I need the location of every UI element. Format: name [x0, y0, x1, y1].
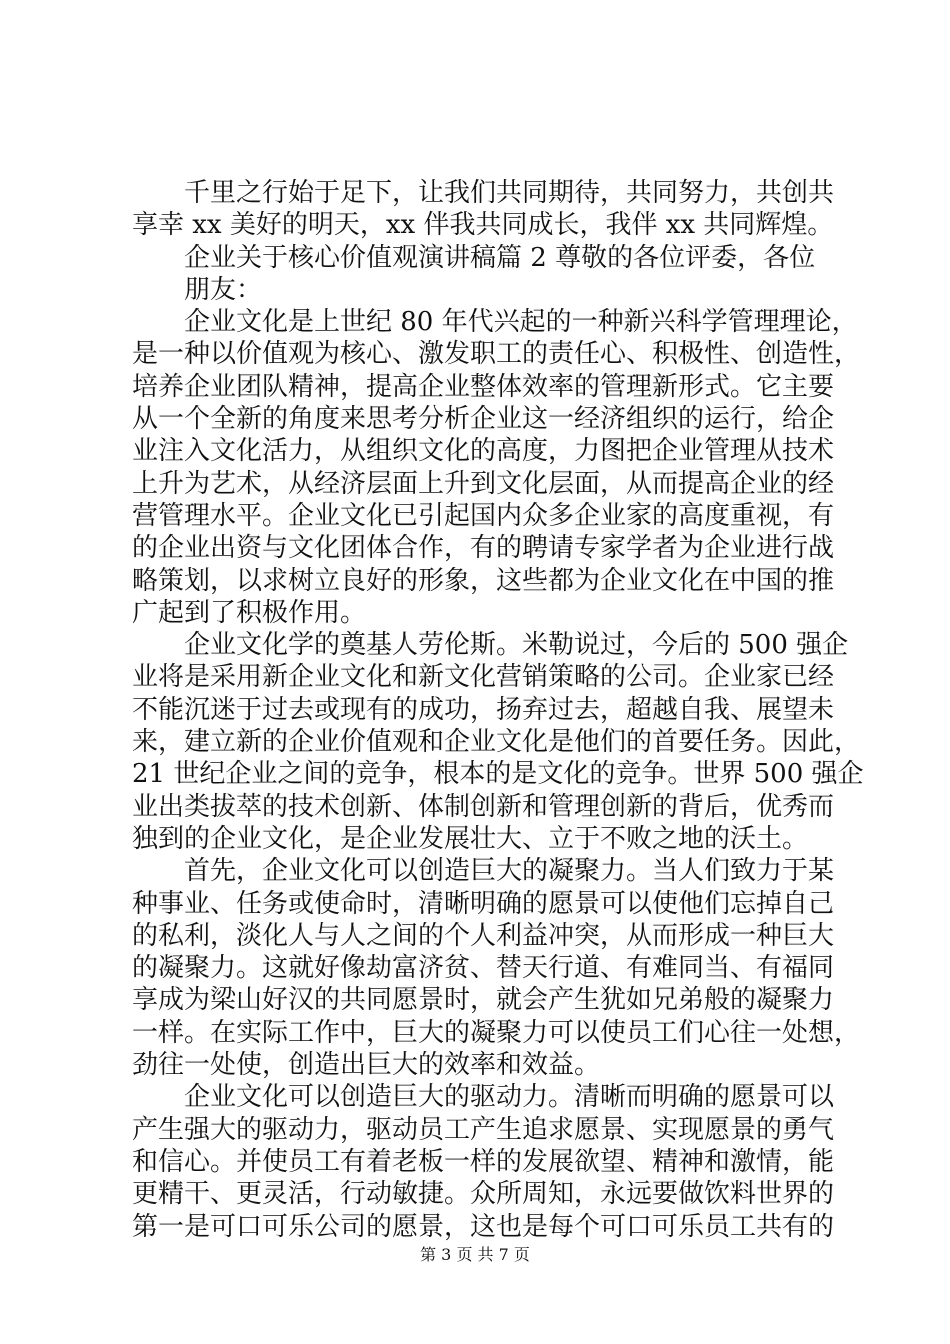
text-line: 劲往一处使，创造出巨大的效率和效益。	[132, 1050, 601, 1081]
text-line: 企业文化是上世纪 80 年代兴起的一种新兴科学管理理论，	[184, 307, 858, 338]
text-line: 企业关于核心价值观演讲稿篇 2 尊敬的各位评委，各位	[184, 242, 816, 273]
text-line: 业出类拔萃的技术创新、体制创新和管理创新的背后，优秀而	[132, 791, 835, 822]
text-line: 不能沉迷于过去或现有的成功，扬弃过去，超越自我、展望未	[132, 694, 835, 725]
paragraph	[132, 629, 864, 855]
text-line: 的凝聚力。这就好像劫富济贫、替天行道、有难同当、有福同	[132, 953, 835, 984]
paragraph	[132, 855, 861, 1081]
text-line: 业注入文化活力，从组织文化的高度，力图把企业管理从技术	[132, 436, 835, 467]
text-line: 享幸 xx 美好的明天，xx 伴我共同成长，我伴 xx 共同辉煌。	[132, 210, 834, 241]
text-line: 是一种以价值观为核心、激发职工的责任心、积极性、创造性，	[132, 339, 861, 370]
text-line: 千里之行始于足下，让我们共同期待，共同努力，共创共	[184, 178, 835, 208]
text-line: 首先，企业文化可以创造巨大的凝聚力。当人们致力于某	[184, 856, 835, 887]
text-line: 和信心。并使员工有着老板一样的发展欲望、精神和激情，能	[132, 1146, 835, 1177]
text-line: 培养企业团队精神，提高企业整体效率的管理新形式。它主要	[132, 371, 835, 402]
text-line: 独到的企业文化，是企业发展壮大、立于不败之地的沃土。	[132, 823, 809, 854]
text-line: 产生强大的驱动力，驱动员工产生追求愿景、实现愿景的勇气	[132, 1114, 835, 1145]
text-line: 从一个全新的角度来思考分析企业这一经济组织的运行，给企	[132, 404, 835, 435]
paragraph	[132, 177, 835, 242]
text-line: 略策划，以求树立良好的形象，这些都为企业文化在中国的推	[132, 565, 835, 596]
text-line: 21 世纪企业之间的竞争，根本的是文化的竞争。世界 500 强企	[132, 759, 864, 790]
text-line: 企业文化学的奠基人劳伦斯。米勒说过，今后的 500 强企	[184, 630, 849, 661]
document-body	[132, 177, 864, 1243]
text-line: 广起到了积极作用。	[132, 597, 367, 628]
text-line: 企业文化可以创造巨大的驱动力。清晰而明确的愿景可以	[184, 1082, 835, 1113]
paragraph	[132, 306, 861, 629]
text-line: 第一是可口可乐公司的愿景，这也是每个可口可乐员工共有的	[132, 1211, 835, 1242]
text-line: 上升为艺术，从经济层面上升到文化层面，从而提高企业的经	[132, 468, 835, 499]
paragraph	[132, 242, 832, 307]
text-line: 来，建立新的企业价值观和企业文化是他们的首要任务。因此，	[132, 727, 861, 758]
text-line: 享成为梁山好汉的共同愿景时，就会产生犹如兄弟般的凝聚力	[132, 985, 835, 1016]
text-line: 更精干、更灵活，行动敏捷。众所周知，永远要做饮料世界的	[132, 1179, 835, 1210]
text-line: 朋友：	[184, 274, 263, 305]
text-line: 业将是采用新企业文化和新文化营销策略的公司。企业家已经	[132, 662, 835, 693]
text-line: 的私利，淡化人与人之间的个人利益冲突，从而形成一种巨大	[132, 920, 835, 951]
text-line: 一样。在实际工作中，巨大的凝聚力可以使员工们心往一处想，	[132, 1017, 861, 1048]
text-line: 营管理水平。企业文化已引起国内众多企业家的高度重视，有	[132, 500, 835, 531]
paragraph	[132, 1081, 835, 1242]
page-number-footer: 第 3 页 共 7 页	[420, 1245, 530, 1264]
text-line: 的企业出资与文化团体合作，有的聘请专家学者为企业进行战	[132, 533, 835, 564]
text-line: 种事业、任务或使命时，清晰明确的愿景可以使他们忘掉自己	[132, 888, 835, 919]
